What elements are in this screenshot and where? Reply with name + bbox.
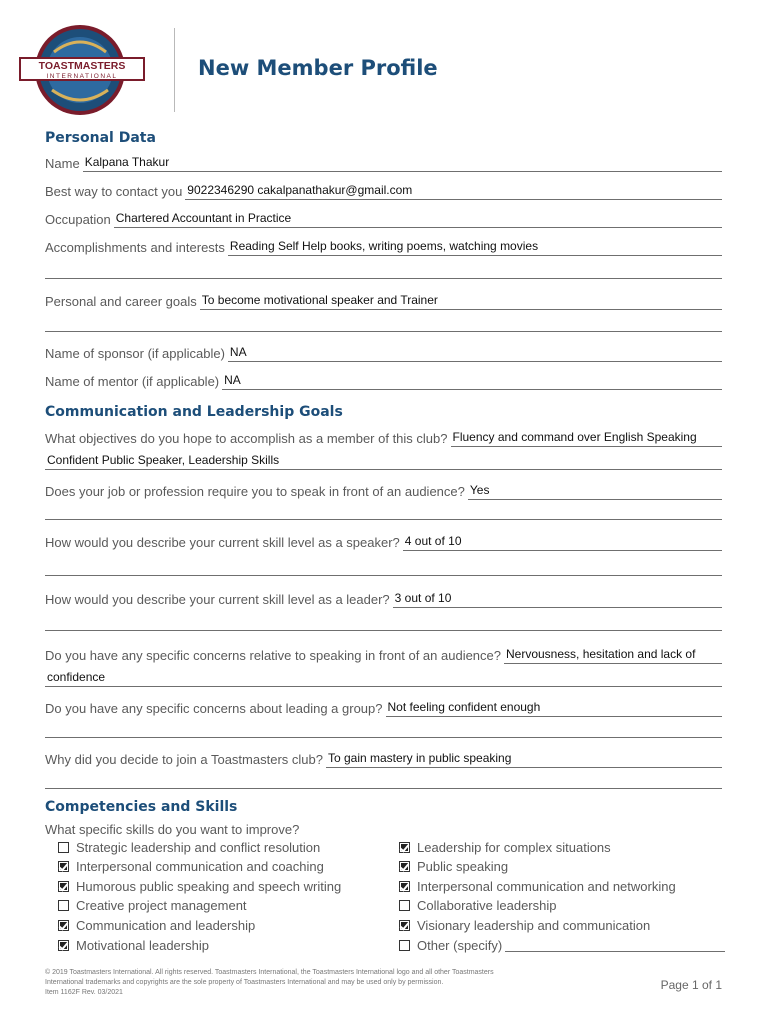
objectives-row <box>45 425 722 447</box>
concerns-leading-field[interactable] <box>386 697 723 717</box>
toastmasters-logo <box>18 22 150 118</box>
svg-text:INTERNATIONAL: INTERNATIONAL <box>46 73 118 80</box>
concerns-speaking-value-2: confidence <box>47 670 106 684</box>
copyright-line-2: International trademarks and copyrights are the sole property of Toastmasters International and may be used only by permission. <box>45 979 444 986</box>
concerns-leading-value: Not feeling confident enough <box>387 700 541 714</box>
interests-row <box>45 234 722 256</box>
concerns-speaking-row-2 <box>45 665 722 687</box>
objectives-field[interactable] <box>451 427 723 447</box>
leader-label: How would you describe your current skill level as a leader? <box>45 592 390 607</box>
contact-row <box>45 178 722 200</box>
occupation-value: Chartered Accountant in Practice <box>115 211 292 225</box>
checked-checkbox-icon[interactable] <box>58 861 69 872</box>
checked-checkbox-icon[interactable] <box>399 861 410 872</box>
why-value: To gain mastery in public speaking <box>327 751 512 765</box>
interests-field[interactable] <box>228 236 722 256</box>
section-communication-goals: Communication and Leadership Goals <box>45 404 343 420</box>
empty-checkbox-icon[interactable] <box>58 900 69 911</box>
leader-extra-line[interactable] <box>45 630 722 631</box>
skill-option[interactable] <box>399 916 650 934</box>
skill-option[interactable] <box>399 936 725 954</box>
skill-option[interactable] <box>58 858 324 876</box>
section-competencies: Competencies and Skills <box>45 799 238 815</box>
name-label: Name <box>45 156 80 171</box>
why-label: Why did you decide to join a Toastmasters club? <box>45 752 323 767</box>
sponsor-label: Name of sponsor (if applicable) <box>45 346 225 361</box>
checked-checkbox-icon[interactable] <box>399 881 410 892</box>
job-extra-line[interactable] <box>45 519 722 520</box>
skill-option[interactable] <box>399 838 611 856</box>
mentor-label: Name of mentor (if applicable) <box>45 374 220 389</box>
why-field[interactable] <box>326 748 722 768</box>
concerns-leading-label: Do you have any specific concerns about leading a group? <box>45 701 383 716</box>
skill-label: Humorous public speaking and speech writing <box>76 878 342 894</box>
occupation-label: Occupation <box>45 212 111 227</box>
skill-label: Collaborative leadership <box>417 898 557 914</box>
goals-value: To become motivational speaker and Trainer <box>201 293 438 307</box>
skill-label: Visionary leadership and communication <box>417 917 651 933</box>
footer-copyright <box>45 968 565 998</box>
copyright-line-1: © 2019 Toastmasters International. All rights reserved. Toastmasters International, the Toastmasters International logo and all other Toastmasters <box>45 969 494 976</box>
skill-option[interactable] <box>58 936 209 954</box>
skill-option[interactable] <box>58 838 320 856</box>
name-row <box>45 150 722 172</box>
section-personal-data: Personal Data <box>45 130 156 146</box>
speaker-label: How would you describe your current skill level as a speaker? <box>45 535 400 550</box>
interests-label: Accomplishments and interests <box>45 240 225 255</box>
contact-label: Best way to contact you <box>45 184 183 199</box>
concerns-speaking-label: Do you have any specific concerns relative to speaking in front of an audience? <box>45 648 501 663</box>
skills-prompt: What specific skills do you want to improve? <box>45 822 300 837</box>
skill-option[interactable] <box>58 877 341 895</box>
speaker-field[interactable] <box>403 531 722 551</box>
interests-value: Reading Self Help books, writing poems, watching movies <box>229 239 539 253</box>
concerns-speaking-row <box>45 642 722 664</box>
objectives-row-2 <box>45 448 722 470</box>
job-row <box>45 478 722 500</box>
mentor-field[interactable] <box>222 370 722 390</box>
why-extra-line[interactable] <box>45 788 722 789</box>
leader-value: 3 out of 10 <box>394 591 452 605</box>
goals-field[interactable] <box>200 290 722 310</box>
skill-option[interactable] <box>58 897 247 915</box>
goals-label: Personal and career goals <box>45 294 197 309</box>
occupation-row <box>45 206 722 228</box>
skill-label: Interpersonal communication and networking <box>417 878 676 894</box>
job-value: Yes <box>469 483 490 497</box>
item-number: Item 1162F Rev. 03/2021 <box>45 989 123 996</box>
occupation-field[interactable] <box>114 208 722 228</box>
speaker-extra-line[interactable] <box>45 575 722 576</box>
skill-label: Other (specify) <box>417 937 503 953</box>
leader-row <box>45 586 722 608</box>
objectives-label: What objectives do you hope to accomplish as a member of this club? <box>45 431 448 446</box>
objectives-value-2: Confident Public Speaker, Leadership Skills <box>47 453 280 467</box>
page-number: Page 1 of 1 <box>660 978 722 992</box>
job-label: Does your job or profession require you to speak in front of an audience? <box>45 484 465 499</box>
job-field[interactable] <box>468 480 722 500</box>
speaker-row <box>45 529 722 551</box>
skill-label: Strategic leadership and conflict resolution <box>76 839 321 855</box>
concerns-speaking-value: Nervousness, hesitation and lack of <box>506 647 696 661</box>
empty-checkbox-icon[interactable] <box>399 900 410 911</box>
concerns-speaking-field[interactable] <box>504 644 722 664</box>
sponsor-row <box>45 340 722 362</box>
checked-checkbox-icon[interactable] <box>58 940 69 951</box>
leader-field[interactable] <box>393 588 722 608</box>
sponsor-field[interactable] <box>228 342 722 362</box>
other-specify-field[interactable] <box>505 939 725 952</box>
contact-value: 9022346290 cakalpanathakur@gmail.com <box>187 183 413 197</box>
contact-field[interactable] <box>185 180 722 200</box>
empty-checkbox-icon[interactable] <box>399 940 410 951</box>
concerns-leading-extra-line[interactable] <box>45 737 722 738</box>
checked-checkbox-icon[interactable] <box>58 920 69 931</box>
concerns-leading-row <box>45 695 722 717</box>
concerns-speaking-field-2[interactable] <box>45 667 722 687</box>
objectives-value: Fluency and command over English Speaking <box>452 430 697 444</box>
mentor-value: NA <box>224 373 241 387</box>
sponsor-value: NA <box>229 345 247 359</box>
svg-text:TOASTMASTERS: TOASTMASTERS <box>38 60 126 72</box>
goals-row <box>45 288 722 310</box>
skill-label: Interpersonal communication and coaching <box>76 859 324 875</box>
checked-checkbox-icon[interactable] <box>58 881 69 892</box>
why-row <box>45 746 722 768</box>
goals-extra-line[interactable] <box>45 331 722 332</box>
checked-checkbox-icon[interactable] <box>399 842 410 853</box>
empty-checkbox-icon[interactable] <box>58 842 69 853</box>
skill-option[interactable] <box>399 877 676 895</box>
checked-checkbox-icon[interactable] <box>399 920 410 931</box>
skill-label: Leadership for complex situations <box>417 839 611 855</box>
skill-label: Motivational leadership <box>76 937 209 953</box>
skill-option[interactable] <box>399 858 508 876</box>
page-title: New Member Profile <box>198 56 438 80</box>
skill-label: Creative project management <box>76 898 247 914</box>
objectives-field-2[interactable] <box>45 450 722 470</box>
name-value: Kalpana Thakur <box>84 155 170 169</box>
interests-extra-line[interactable] <box>45 278 722 279</box>
skill-label: Public speaking <box>417 859 509 875</box>
name-field[interactable] <box>83 152 722 172</box>
skill-label: Communication and leadership <box>76 917 256 933</box>
skill-option[interactable] <box>58 916 255 934</box>
header-divider <box>174 28 175 112</box>
mentor-row <box>45 368 722 390</box>
skill-option[interactable] <box>399 897 556 915</box>
speaker-value: 4 out of 10 <box>404 534 462 548</box>
